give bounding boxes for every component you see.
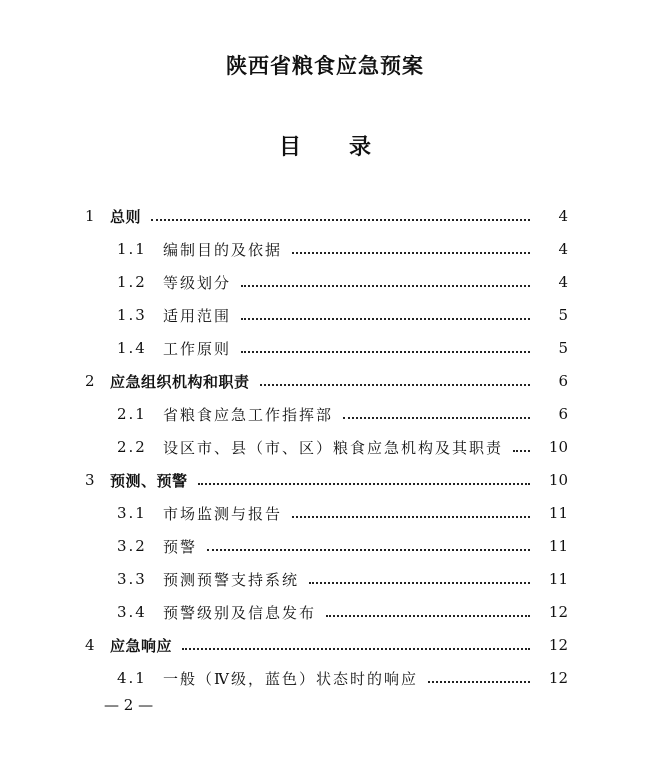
- toc-entry[interactable]: [0, 233, 650, 265]
- toc-entry[interactable]: [0, 266, 650, 298]
- toc-entry[interactable]: [0, 398, 650, 430]
- toc-entry-page: 12: [548, 669, 568, 687]
- toc-entry-number: 3.2: [117, 537, 147, 555]
- toc-dot-leader: [260, 384, 530, 386]
- toc-entry[interactable]: [0, 629, 650, 661]
- toc-entry-page: 4: [558, 240, 568, 258]
- toc-entry[interactable]: [0, 431, 650, 463]
- toc-entry-title: 预测预警支持系统: [163, 570, 300, 589]
- toc-entry[interactable]: [0, 464, 650, 496]
- toc-dot-leader: [241, 318, 530, 320]
- toc-entry-page: 12: [548, 636, 568, 654]
- toc-dot-leader: [207, 549, 530, 551]
- toc-entry[interactable]: [0, 563, 650, 595]
- toc-entry-number: 3.1: [117, 504, 147, 522]
- toc-dot-leader: [198, 483, 530, 485]
- toc-entry[interactable]: [0, 497, 650, 529]
- toc-entry-title: 预警: [163, 537, 198, 556]
- toc-entry-number: 1.4: [117, 339, 147, 357]
- toc-entry-page: 4: [558, 207, 568, 225]
- toc-entry-page: 5: [558, 339, 568, 357]
- toc-entry-title: 工作原则: [163, 339, 232, 358]
- toc-entry-number: 4: [85, 636, 95, 654]
- toc-entry-number: 2.1: [117, 405, 147, 423]
- toc-entry-title: 预测、预警: [110, 471, 188, 490]
- toc-entry-title: 适用范围: [163, 306, 232, 325]
- toc-entry-page: 12: [548, 603, 568, 621]
- toc-entry-page: 10: [548, 471, 568, 489]
- toc-entry-title: 编制目的及依据: [163, 240, 283, 259]
- toc-entry-number: 3: [85, 471, 95, 489]
- toc-entry[interactable]: [0, 596, 650, 628]
- toc-entry[interactable]: [0, 332, 650, 364]
- toc-dot-leader: [428, 681, 530, 683]
- toc-entry-page: 4: [558, 273, 568, 291]
- toc-dot-leader: [309, 582, 530, 584]
- toc-dot-leader: [241, 285, 530, 287]
- toc-dot-leader: [326, 615, 530, 617]
- toc-entry[interactable]: [0, 200, 650, 232]
- toc-dot-leader: [292, 516, 530, 518]
- toc-entry-page: 6: [558, 372, 568, 390]
- toc-dot-leader: [241, 351, 530, 353]
- toc-entry-number: 1.3: [117, 306, 147, 324]
- toc-entry-title: 省粮食应急工作指挥部: [163, 405, 334, 424]
- toc-entry-number: 3.3: [117, 570, 147, 588]
- toc-entry-page: 11: [548, 570, 568, 588]
- toc-heading-char-1: 目: [278, 135, 301, 160]
- toc-entry-title: 等级划分: [163, 273, 232, 292]
- toc-entry-title: 应急组织机构和职责: [110, 372, 250, 391]
- toc-entry[interactable]: [0, 365, 650, 397]
- toc-entry-title: 应急响应: [110, 636, 173, 655]
- toc-entry-number: 2.2: [117, 438, 147, 456]
- document-title: 陕西省粮食应急预案: [226, 54, 424, 78]
- toc-dot-leader: [513, 450, 530, 452]
- toc-entry-number: 2: [85, 372, 95, 390]
- toc-entry-title: 预警级别及信息发布: [163, 603, 317, 622]
- toc-entry-number: 3.4: [117, 603, 147, 621]
- toc-entry-title: 总则: [110, 207, 142, 226]
- page-number: — 2 —: [104, 696, 154, 714]
- toc-entry[interactable]: [0, 299, 650, 331]
- toc-entry[interactable]: [0, 662, 650, 694]
- toc-entry-number: 1.1: [117, 240, 147, 258]
- toc-dot-leader: [292, 252, 530, 254]
- toc-dot-leader: [182, 648, 530, 650]
- toc-entry-page: 5: [558, 306, 568, 324]
- toc-entry-number: 1.2: [117, 273, 147, 291]
- toc-entry-page: 6: [558, 405, 568, 423]
- toc-entry-page: 11: [548, 504, 568, 522]
- toc-entry-title: 设区市、县（市、区）粮食应急机构及其职责: [163, 438, 504, 457]
- toc-dot-leader: [151, 219, 530, 221]
- toc-entry-title: 市场监测与报告: [163, 504, 283, 523]
- toc-entry-number: 1: [85, 207, 95, 225]
- toc-entry-title: 一般（Ⅳ级，蓝色）状态时的响应: [163, 669, 418, 688]
- toc-heading-char-2: 录: [349, 135, 372, 160]
- toc-dot-leader: [343, 417, 530, 419]
- toc-entry-page: 10: [548, 438, 568, 456]
- toc-entry[interactable]: [0, 530, 650, 562]
- toc-entry-number: 4.1: [117, 669, 147, 687]
- toc-heading: [0, 130, 650, 161]
- toc-entry-page: 11: [548, 537, 568, 555]
